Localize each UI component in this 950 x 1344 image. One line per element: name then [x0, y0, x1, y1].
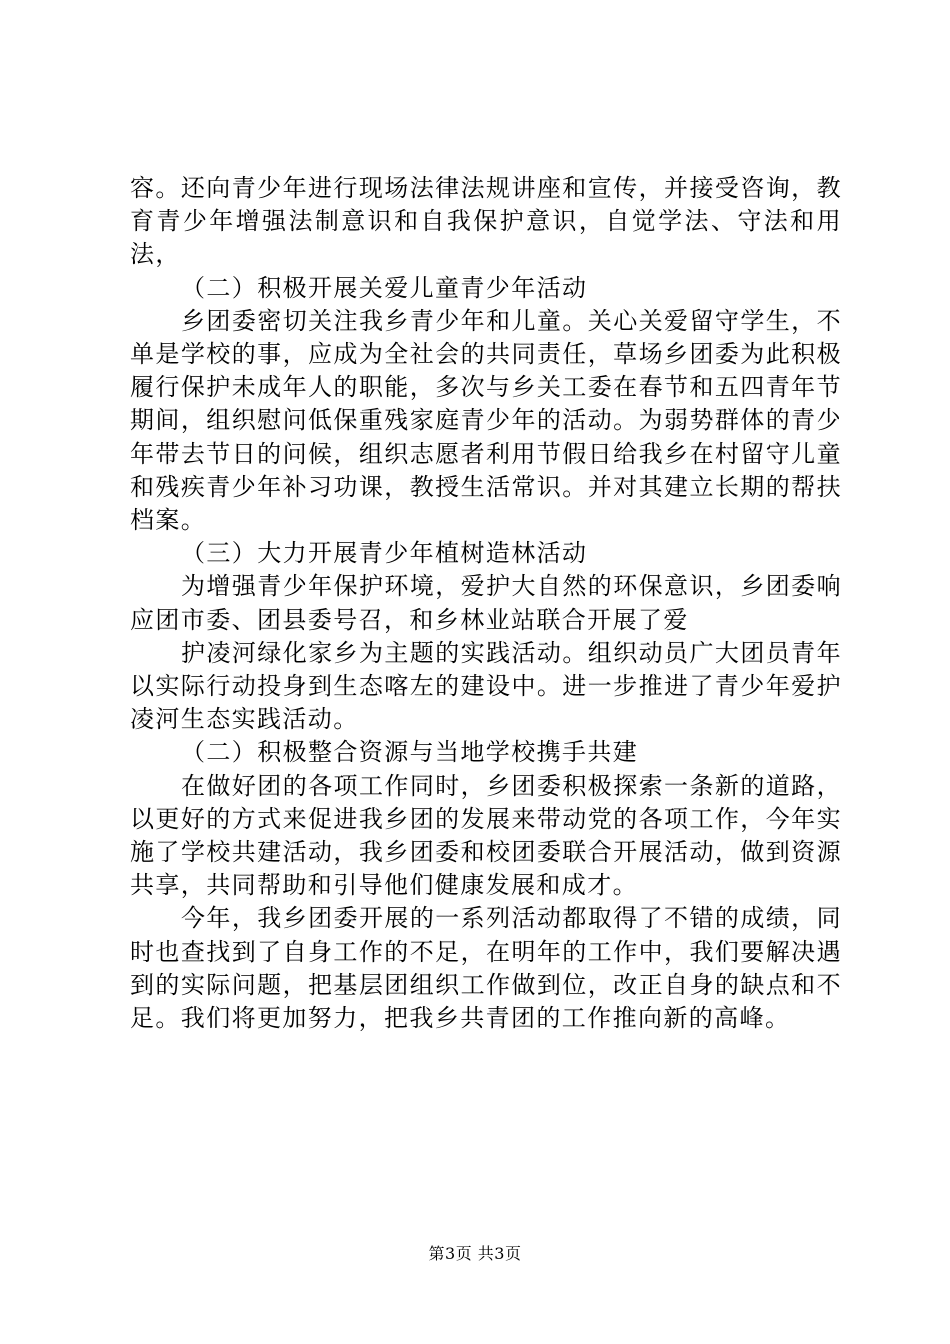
document-body: [130, 172, 842, 1035]
paragraph-tree-planting-detail: 护凌河绿化家乡为主题的实践活动。组织动员广大团员青年以实际行动投身到生态喀左的建设中。进一步推进了青少年爱护凌河生态实践活动。: [130, 638, 842, 734]
section-heading-tree-planting: （三）大力开展青少年植树造林活动: [181, 539, 588, 568]
paragraph-care-activities: 乡团委密切关注我乡青少年和儿童。关心关爱留守学生，不单是学校的事，应成为全社会的共同责任，草场乡团委为此积极履行保护未成年人的职能，多次与乡关工委在春节和五四青年节期间，组织慰问低保重残家庭青少年的活动。为弱势群体的青少年带去节日的问候，组织志愿者利用节假日给我乡在村留守儿童和残疾青少年补习功课，教授生活常识。并对其建立长期的帮扶档案。: [130, 306, 842, 535]
section-heading-school-cooperation: （二）积极整合资源与当地学校携手共建: [181, 738, 639, 767]
section-heading-care-activities: （二）积极开展关爱儿童青少年活动: [181, 273, 588, 302]
page-number-footer: 第3页 共3页: [428, 1244, 522, 1263]
paragraph-school-cooperation: 在做好团的各项工作同时，乡团委积极探索一条新的道路，以更好的方式来促进我乡团的发展来带动党的各项工作，今年实施了学校共建活动，我乡团委和校团委联合开展活动，做到资源共享，共同帮助和引导他们健康发展和成才。: [130, 771, 842, 900]
paragraph-summary: 今年，我乡团委开展的一系列活动都取得了不错的成绩，同时也查找到了自身工作的不足，在明年的工作中，我们要解决遇到的实际问题，把基层团组织工作做到位，改正自身的缺点和不足。我们将更加努力，把我乡共青团的工作推向新的高峰。: [130, 904, 842, 1033]
paragraph-tree-planting-intro: 为增强青少年保护环境，爱护大自然的环保意识，乡团委响应团市委、团县委号召，和乡林业站联合开展了爱: [130, 572, 842, 634]
paragraph-law-education: 容。还向青少年进行现场法律法规讲座和宣传，并接受咨询，教育青少年增强法制意识和自我保护意识，自觉学法、守法和用法，: [130, 174, 842, 269]
